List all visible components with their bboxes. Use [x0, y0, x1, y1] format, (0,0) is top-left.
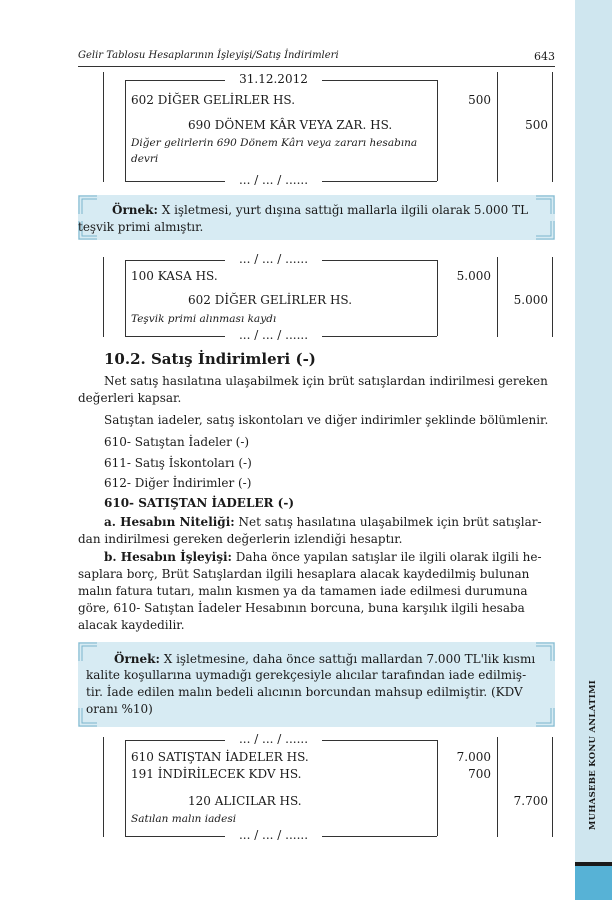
side-tab-accent	[575, 866, 612, 900]
corner-ornament-icon	[78, 195, 98, 215]
entry-date: ... / ... / ......	[238, 732, 309, 746]
debit-amount: 700	[468, 767, 491, 781]
account-list-item: 610- Satıştan İadeler (-)	[104, 435, 250, 449]
debit-account: 610 SATIŞTAN İADELER HS.	[131, 750, 309, 764]
example-text: tir. İade edilen malın bedeli alıcının borcundan mahsup edilmiştir. (KDV	[86, 685, 523, 699]
paragraph: saplara borç, Brüt Satışlardan ilgili hesaplara alacak kaydedilmiş bulunan	[78, 567, 530, 581]
entry-footer-date: ... / ... / ......	[238, 328, 309, 342]
credit-amount: 5.000	[513, 293, 548, 307]
page-number: 643	[534, 50, 555, 63]
paragraph: dan indirilmesi gereken değerlerin izlendiği hesaptır.	[78, 532, 403, 546]
account-list-item: 611- Satış İskontoları (-)	[104, 456, 252, 470]
debit-account: 100 KASA HS.	[131, 269, 218, 283]
credit-account: 690 DÖNEM KÂR VEYA ZAR. HS.	[188, 118, 393, 132]
paragraph: Satıştan iadeler, satış iskontoları ve diğer indirimler şeklinde bölümlenir.	[104, 413, 549, 427]
debit-amount: 5.000	[456, 269, 491, 283]
account-list-item: 612- Diğer İndirimler (-)	[104, 476, 252, 490]
example-text: teşvik primi almıştır.	[78, 220, 204, 234]
debit-account: 602 DİĞER GELİRLER HS.	[131, 93, 296, 107]
example-text: oranı %10)	[86, 702, 153, 716]
example-box-2	[78, 642, 555, 727]
entry-note: Satılan malın iadesi	[131, 813, 237, 825]
entry-note: devri	[131, 153, 159, 165]
entry-footer-date: ... / ... / ......	[238, 828, 309, 842]
side-tab-label: MUHASEBE KONU ANLATIMI	[588, 679, 598, 831]
corner-ornament-icon	[535, 195, 555, 215]
example-text: Örnek: X işletmesi, yurt dışına sattığı mallarla ilgili olarak 5.000 TL	[112, 203, 529, 217]
paragraph: göre, 610- Satıştan İadeler Hesabının borcuna, buna karşılık ilgili hesaba	[78, 601, 525, 615]
debit-amount: 7.000	[456, 750, 491, 764]
credit-amount: 500	[525, 118, 548, 132]
paragraph: a. Hesabın Niteliği: Net satış hasılatına ulaşabilmek için brüt satışlar-	[104, 515, 542, 529]
paragraph: alacak kaydedilir.	[78, 618, 185, 632]
corner-ornament-icon	[78, 642, 98, 662]
credit-account: 120 ALICILAR HS.	[188, 794, 302, 808]
paragraph: değerleri kapsar.	[78, 391, 182, 405]
entry-date: 31.12.2012	[239, 72, 308, 86]
entry-footer-date: ... / ... / ......	[238, 173, 309, 187]
section-heading: 10.2. Satış İndirimleri (-)	[104, 350, 316, 368]
debit-amount: 500	[468, 93, 491, 107]
credit-amount: 7.700	[513, 794, 548, 808]
entry-note: Diğer gelirlerin 690 Dönem Kârı veya zararı hesabına	[131, 137, 418, 149]
entry-date: ... / ... / ......	[238, 252, 309, 266]
paragraph: b. Hesabın İşleyişi: Daha önce yapılan satışlar ile ilgili olarak ilgili he-	[104, 550, 542, 564]
corner-ornament-icon	[535, 707, 555, 727]
credit-account: 602 DİĞER GELİRLER HS.	[188, 293, 353, 307]
paragraph: malın fatura tutarı, malın kısmen ya da tamamen iade edilmesi durumuna	[78, 584, 528, 598]
debit-account: 191 İNDİRİLECEK KDV HS.	[131, 767, 302, 781]
header-rule	[78, 66, 555, 67]
example-box-1	[78, 195, 555, 240]
paragraph: Net satış hasılatına ulaşabilmek için brüt satışlardan indirilmesi gereken	[104, 374, 548, 388]
entry-note: Teşvik primi alınması kaydı	[131, 313, 277, 325]
example-text: kalite koşullarına uymadığı gerekçesiyle alıcılar tarafından iade edilmiş-	[86, 668, 527, 682]
corner-ornament-icon	[535, 220, 555, 240]
running-header-title: Gelir Tablosu Hesaplarının İşleyişi/Satış İndirimleri	[78, 50, 339, 61]
corner-ornament-icon	[535, 642, 555, 662]
subheading: 610- SATIŞTAN İADELER (-)	[104, 496, 295, 510]
example-text: Örnek: X işletmesine, daha önce sattığı mallardan 7.000 TL'lik kısmı	[114, 652, 536, 666]
